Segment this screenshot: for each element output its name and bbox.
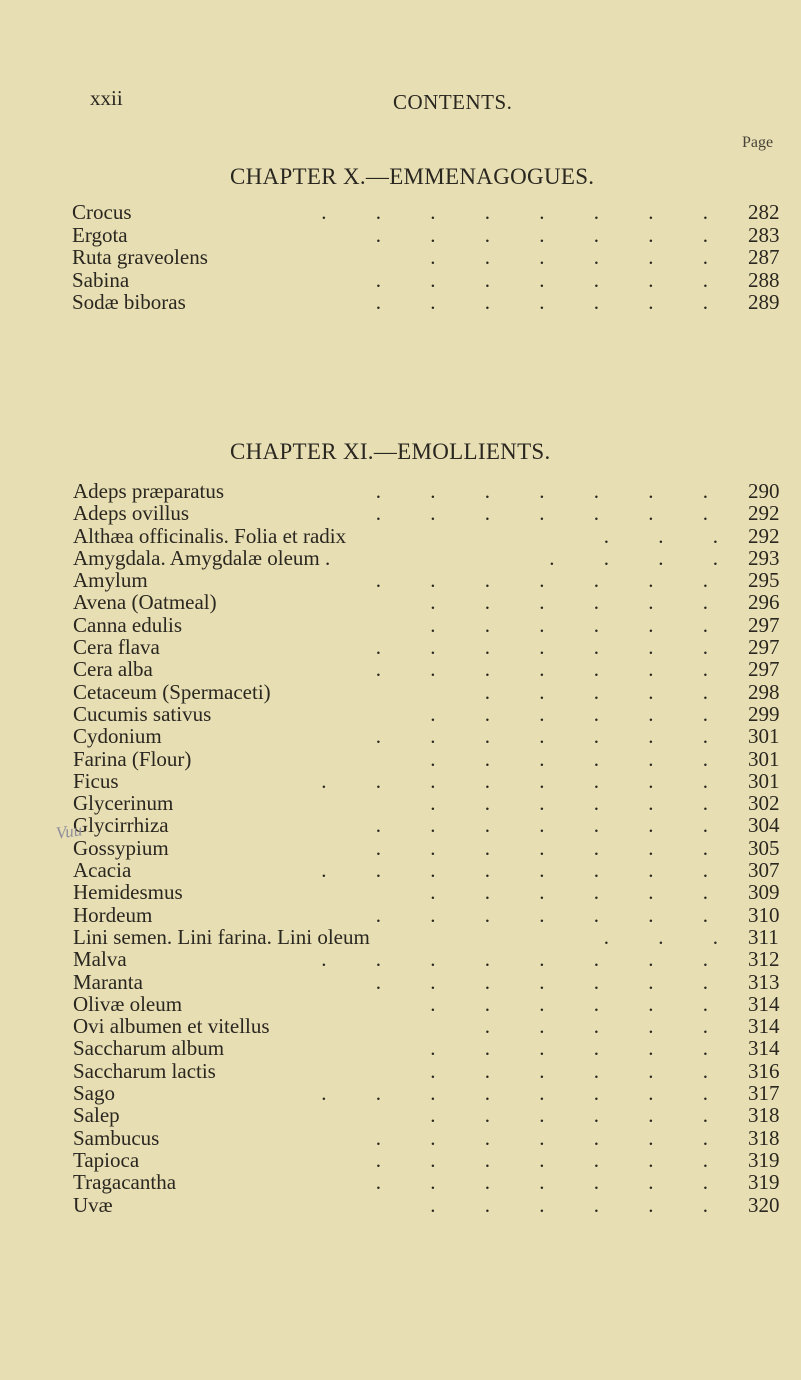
- entry-title: Althæa officinalis. Folia et radix: [73, 523, 347, 548]
- entry-title: Crocus: [72, 200, 132, 224]
- entry-page-number: 316: [748, 1058, 780, 1083]
- dot-leader: . . . . .: [484, 679, 730, 704]
- contents-entry: [0, 1103, 801, 1128]
- chapter-title: CHAPTER X.—EMMENAGOGUES.: [230, 164, 595, 189]
- contents-entry: [0, 813, 801, 838]
- entry-title: Glycirrhiza: [73, 813, 169, 838]
- contents-entry: [0, 702, 801, 724]
- contents-entry: [0, 1059, 801, 1081]
- dot-leader: . . . . . . .: [375, 813, 730, 838]
- dot-leader: . . . . . . .: [375, 479, 730, 503]
- dot-leader: . . . . . .: [430, 991, 730, 1016]
- contents-entry: [0, 1148, 801, 1170]
- entry-title: Canna edulis: [73, 612, 183, 637]
- entry-page-number: 305: [748, 835, 780, 860]
- contents-list: [0, 200, 801, 313]
- entry-page-number: 310: [748, 902, 780, 927]
- contents-entry: [0, 970, 801, 992]
- entry-title: Ficus: [73, 768, 119, 793]
- entry-title: Cera flava: [73, 635, 160, 660]
- dot-leader: . . . . . . .: [375, 657, 730, 682]
- entry-title: Ruta graveolens: [72, 245, 208, 269]
- entry-page-number: 320: [748, 1192, 780, 1217]
- entry-page-number: 314: [748, 1036, 780, 1061]
- contents-entry: [0, 479, 801, 501]
- dot-leader: . . . . . .: [430, 791, 730, 816]
- entry-title: Tragacantha: [73, 1170, 177, 1195]
- entry-page-number: 301: [748, 768, 780, 793]
- contents-entry: [0, 836, 801, 858]
- contents-entry: [0, 590, 801, 615]
- dot-leader: . . . . . .: [430, 590, 730, 615]
- entry-page-number: 288: [748, 267, 780, 292]
- dot-leader: . . . . . . . .: [321, 1081, 730, 1106]
- dot-leader: . . . . . .: [430, 1036, 730, 1061]
- entry-page-number: 297: [748, 635, 780, 660]
- entry-title: Salep: [73, 1103, 120, 1128]
- contents-entry: [0, 501, 801, 526]
- entry-title: Saccharum lactis: [73, 1058, 216, 1083]
- contents-entry: [0, 245, 801, 268]
- dot-leader: . . . . . . .: [375, 267, 730, 292]
- contents-entry: [0, 524, 801, 546]
- entry-title: Sambucus: [73, 1125, 160, 1150]
- dot-leader: . . . . . . .: [375, 635, 730, 660]
- dot-leader: . . . . . .: [430, 1192, 730, 1217]
- contents-entry: [0, 1014, 801, 1039]
- entry-page-number: 298: [748, 679, 780, 704]
- contents-entry: [0, 268, 801, 291]
- dot-leader: . . . . . . .: [375, 1170, 730, 1195]
- dot-leader: . . . . . . . .: [321, 858, 730, 883]
- dot-leader: . . . . . . . .: [321, 200, 730, 224]
- entry-title: Glycerinum: [73, 791, 174, 816]
- entry-page-number: 287: [748, 245, 780, 269]
- dot-leader: . . . . . . . .: [321, 768, 730, 793]
- dot-leader: . . . . . .: [430, 245, 730, 269]
- contents-entry: [0, 903, 801, 925]
- dot-leader: . . . . . .: [430, 612, 730, 637]
- dot-leader: . . . . . . .: [375, 1147, 730, 1172]
- entry-title: Amylum: [73, 568, 148, 593]
- entry-page-number: 299: [748, 701, 780, 726]
- dot-leader: . . . . . .: [430, 1103, 730, 1128]
- contents-entry: [0, 947, 801, 972]
- entry-page-number: 319: [748, 1170, 780, 1195]
- entry-page-number: 296: [748, 590, 780, 615]
- entry-title: Amygdala. Amygdalæ oleum .: [73, 545, 331, 570]
- running-head: CONTENTS.: [393, 90, 513, 114]
- contents-entry: [0, 925, 801, 947]
- contents-entry: [0, 880, 801, 905]
- entry-title: Cetaceum (Spermaceti): [73, 679, 271, 704]
- entry-title: Sodæ biboras: [72, 290, 186, 314]
- margin-annotation: Vuu: [54, 820, 84, 843]
- entry-title: Hemidesmus: [73, 880, 183, 905]
- entry-title: Adeps præparatus: [73, 479, 225, 503]
- entry-page-number: 317: [748, 1081, 780, 1106]
- entry-title: Ovi albumen et vitellus: [73, 1014, 270, 1039]
- entry-title: Gossypium: [73, 835, 169, 860]
- dot-leader: . . . . . .: [430, 746, 730, 771]
- contents-entry: [0, 791, 801, 816]
- contents-entry: [0, 992, 801, 1014]
- dot-leader: . . .: [603, 924, 740, 949]
- contents-entry: [0, 1193, 801, 1215]
- entry-title: Hordeum: [73, 902, 153, 927]
- chapter-title: CHAPTER XI.—EMOLLIENTS.: [230, 439, 551, 464]
- entry-page-number: 301: [748, 724, 780, 749]
- entry-title: Ergota: [72, 222, 128, 247]
- dot-leader: . . . . . . .: [375, 568, 730, 593]
- entry-page-number: 311: [748, 924, 779, 949]
- dot-leader: . . . . . . .: [375, 902, 730, 927]
- entry-page-number: 312: [748, 947, 780, 972]
- dot-leader: . . . . . . .: [375, 835, 730, 860]
- entry-title: Adeps ovillus: [73, 501, 190, 526]
- dot-leader: . . .: [603, 523, 740, 548]
- entry-title: Malva: [73, 947, 127, 972]
- contents-entry: [0, 747, 801, 769]
- contents-entry: [0, 568, 801, 593]
- contents-entry: [0, 1036, 801, 1061]
- entry-page-number: 304: [748, 813, 780, 838]
- entry-page-number: 282: [748, 200, 780, 224]
- contents-entry: [0, 546, 801, 568]
- dot-leader: . . . . .: [484, 1014, 730, 1039]
- entry-title: Sabina: [72, 267, 130, 292]
- entry-title: Avena (Oatmeal): [73, 590, 217, 615]
- dot-leader: . . . . . .: [430, 880, 730, 905]
- entry-title: Cydonium: [73, 724, 162, 749]
- entry-page-number: 313: [748, 969, 780, 994]
- dot-leader: . . . . . .: [430, 1058, 730, 1083]
- entry-page-number: 318: [748, 1125, 780, 1150]
- contents-entry: [0, 1126, 801, 1148]
- entry-page-number: 290: [748, 479, 780, 503]
- entry-page-number: 302: [748, 791, 780, 816]
- entry-title: Tapioca: [73, 1147, 140, 1172]
- contents-entry: [0, 635, 801, 660]
- contents-entry: [0, 223, 801, 246]
- entry-title: Uvæ: [73, 1192, 113, 1217]
- contents-entry: [0, 1170, 801, 1195]
- entry-page-number: 295: [748, 568, 780, 593]
- entry-page-number: 314: [748, 1014, 780, 1039]
- entry-title: Acacia: [73, 858, 132, 883]
- entry-page-number: 289: [748, 290, 780, 314]
- page-number: xxii: [90, 86, 123, 110]
- entry-page-number: 292: [748, 501, 780, 526]
- entry-title: Cucumis sativus: [73, 701, 212, 726]
- dot-leader: . . . . . . . .: [321, 947, 730, 972]
- entry-title: Cera alba: [73, 657, 153, 682]
- entry-title: Saccharum album: [73, 1036, 225, 1061]
- contents-entry: [0, 1081, 801, 1106]
- dot-leader: . . . . . . .: [375, 969, 730, 994]
- dot-leader: . . . . . .: [430, 701, 730, 726]
- contents-entry: [0, 769, 801, 791]
- dot-leader: . . . . . . .: [375, 222, 730, 247]
- dot-leader: . . . .: [549, 545, 740, 570]
- entry-page-number: 292: [748, 523, 780, 548]
- entry-page-number: 283: [748, 222, 780, 247]
- contents-entry: [0, 858, 801, 883]
- contents-entry: [0, 200, 801, 223]
- contents-entry: [0, 724, 801, 749]
- entry-title: Maranta: [73, 969, 143, 994]
- entry-page-number: 314: [748, 991, 780, 1016]
- contents-entry: [0, 613, 801, 635]
- entry-page-number: 297: [748, 612, 780, 637]
- dot-leader: . . . . . . .: [375, 724, 730, 749]
- dot-leader: . . . . . . .: [375, 290, 730, 314]
- contents-entry: [0, 290, 801, 313]
- entry-title: Farina (Flour): [73, 746, 192, 771]
- entry-title: Olivæ oleum: [73, 991, 183, 1016]
- entry-title: Lini semen. Lini farina. Lini oleum: [73, 924, 370, 949]
- contents-list: [0, 479, 801, 1215]
- contents-entry: [0, 657, 801, 682]
- entry-page-number: 297: [748, 657, 780, 682]
- entry-title: Sago: [73, 1081, 115, 1106]
- dot-leader: . . . . . . .: [375, 501, 730, 526]
- entry-page-number: 301: [748, 746, 780, 771]
- entry-page-number: 309: [748, 880, 780, 905]
- entry-page-number: 319: [748, 1147, 780, 1172]
- entry-page-number: 307: [748, 858, 780, 883]
- page-column-label: Page: [742, 134, 774, 151]
- entry-page-number: 318: [748, 1103, 780, 1128]
- contents-entry: [0, 680, 801, 702]
- dot-leader: . . . . . . .: [375, 1125, 730, 1150]
- entry-page-number: 293: [748, 545, 780, 570]
